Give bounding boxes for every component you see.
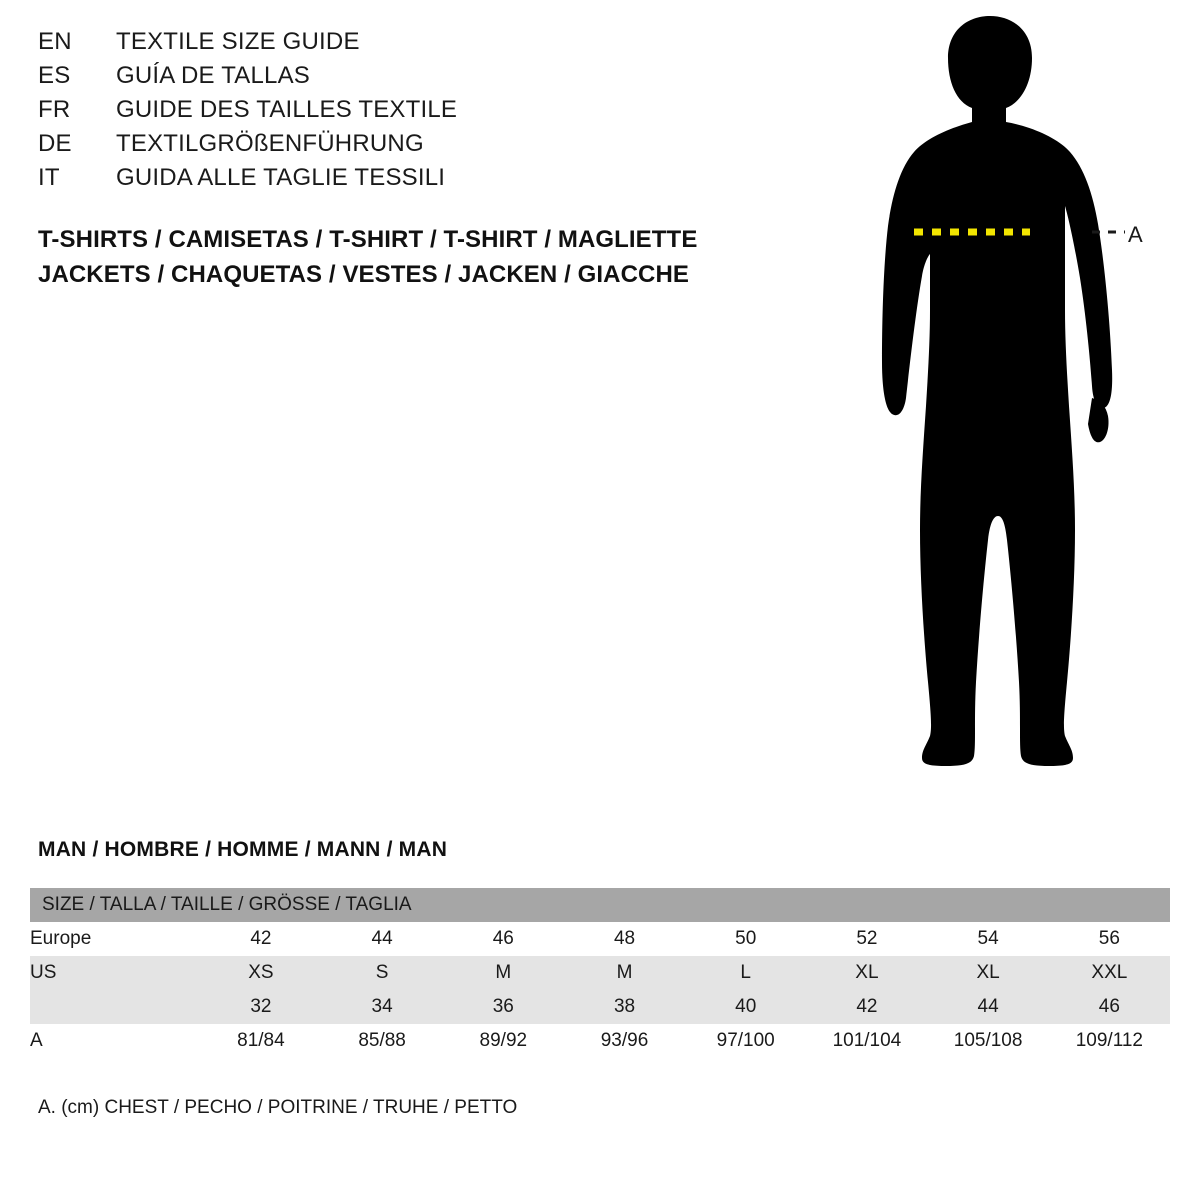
cell: 44 — [322, 922, 443, 956]
cell: 48 — [564, 922, 685, 956]
table-row — [30, 956, 1170, 990]
size-table — [30, 888, 1170, 1058]
language-code: EN — [38, 28, 72, 55]
language-row — [38, 62, 738, 96]
language-row — [38, 130, 738, 164]
table-row — [30, 990, 1170, 1024]
cell: 34 — [322, 990, 443, 1024]
language-code: IT — [38, 164, 60, 191]
table-row — [30, 922, 1170, 956]
cell: M — [443, 956, 564, 990]
row-label — [30, 990, 200, 1024]
language-title: GUIDA ALLE TAGLIE TESSILI — [116, 164, 446, 191]
cell: 105/108 — [928, 1024, 1049, 1058]
cell: 56 — [1049, 922, 1170, 956]
row-label: Europe — [30, 922, 200, 956]
cell: 46 — [1049, 990, 1170, 1024]
table-header-row — [30, 888, 1170, 922]
cell: 93/96 — [564, 1024, 685, 1058]
category-list — [38, 222, 798, 292]
male-silhouette-figure — [830, 10, 1170, 780]
row-label: A — [30, 1024, 200, 1058]
cell: XS — [200, 956, 321, 990]
cell: 109/112 — [1049, 1024, 1170, 1058]
language-title: TEXTILGRÖßENFÜHRUNG — [116, 130, 424, 157]
cell: L — [685, 956, 806, 990]
language-list — [38, 28, 738, 198]
table-footnote: A. (cm) CHEST / PECHO / POITRINE / TRUHE / PETTO — [38, 1097, 518, 1118]
language-row — [38, 164, 738, 198]
cell: XL — [806, 956, 927, 990]
cell: 101/104 — [806, 1024, 927, 1058]
silhouette-icon — [882, 16, 1112, 766]
cell: 85/88 — [322, 1024, 443, 1058]
cell: S — [322, 956, 443, 990]
cell: 97/100 — [685, 1024, 806, 1058]
cell: 38 — [564, 990, 685, 1024]
category-jackets: JACKETS / CHAQUETAS / VESTES / JACKEN / GIACCHE — [38, 261, 690, 288]
language-row — [38, 28, 738, 62]
language-row — [38, 96, 738, 130]
cell: 81/84 — [200, 1024, 321, 1058]
cell: 42 — [200, 922, 321, 956]
cell: 42 — [806, 990, 927, 1024]
language-code: FR — [38, 96, 71, 123]
table-section-title: MAN / HOMBRE / HOMME / MANN / MAN — [38, 838, 448, 861]
cell: 50 — [685, 922, 806, 956]
category-tshirts: T-SHIRTS / CAMISETAS / T-SHIRT / T-SHIRT / MAGLIETTE — [38, 226, 698, 253]
language-code: ES — [38, 62, 71, 89]
language-title: GUÍA DE TALLAS — [116, 62, 310, 89]
cell: 52 — [806, 922, 927, 956]
cell: 40 — [685, 990, 806, 1024]
row-label: US — [30, 956, 200, 990]
language-title: GUIDE DES TAILLES TEXTILE — [116, 96, 458, 123]
cell: 89/92 — [443, 1024, 564, 1058]
cell: 54 — [928, 922, 1049, 956]
cell: XL — [928, 956, 1049, 990]
cell: M — [564, 956, 685, 990]
table-header-label: SIZE / TALLA / TAILLE / GRÖSSE / TAGLIA — [30, 888, 1170, 922]
table-row — [30, 1024, 1170, 1058]
cell: 46 — [443, 922, 564, 956]
language-code: DE — [38, 130, 72, 157]
cell: 44 — [928, 990, 1049, 1024]
measure-label-a: A — [1128, 222, 1143, 247]
cell: 36 — [443, 990, 564, 1024]
cell: XXL — [1049, 956, 1170, 990]
cell: 32 — [200, 990, 321, 1024]
language-title: TEXTILE SIZE GUIDE — [116, 28, 360, 55]
